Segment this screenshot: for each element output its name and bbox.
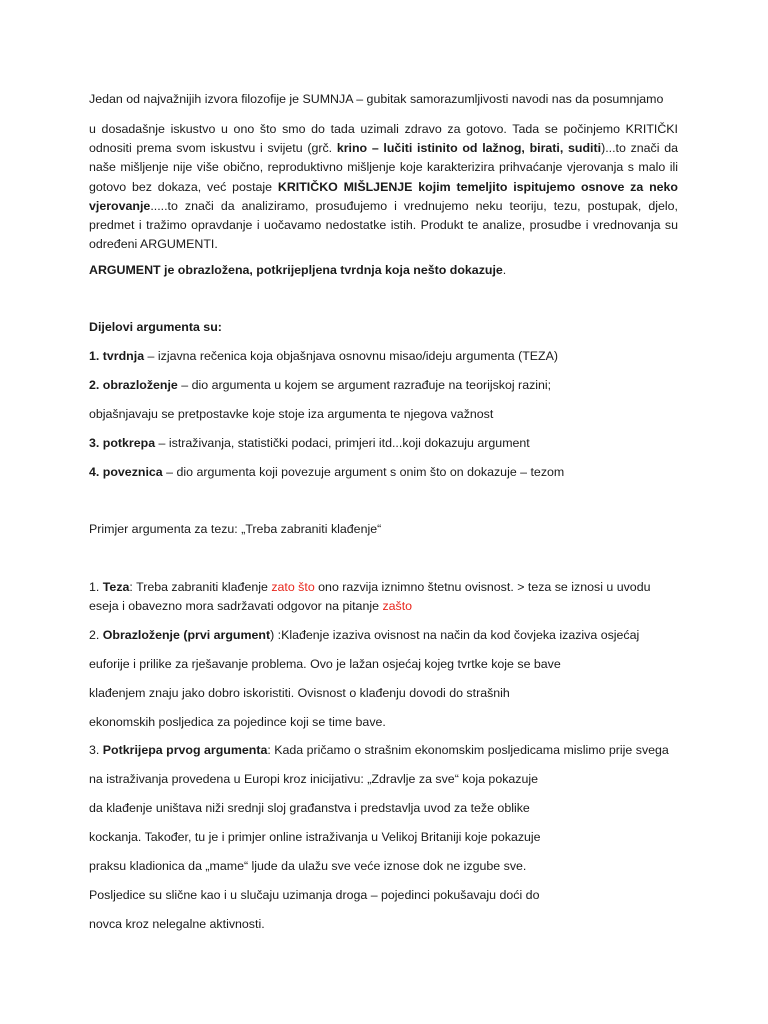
teza-text-1: : Treba zabraniti klađenje [129, 580, 272, 594]
part-item-tvrdnja [89, 348, 558, 364]
part-item-potkrepa [89, 435, 530, 451]
obrazlozenje-line-4: ekonomskih posljedica za pojedince koji se time bave. [89, 715, 386, 729]
teza-red-zato-sto: zato što [271, 580, 315, 594]
teza-line-2 [89, 598, 412, 614]
part-label: 4. poveznica [89, 465, 163, 479]
potkrijepa-line-4: kockanja. Također, tu je i primjer online istraživanja u Velikoj Britaniji koje pokazuje [89, 830, 541, 844]
part-text: objašnjavaju se pretpostavke koje stoje iza argumenta te njegova važnost [89, 407, 494, 421]
potkrijepa-line-1 [89, 742, 669, 758]
obrazlozenje-label: Obrazloženje (prvi argument [102, 628, 271, 642]
teza-num: 1. [89, 580, 103, 594]
teza-label: Teza [102, 580, 130, 594]
potkrijepa-num: 3. [89, 743, 103, 757]
potkrijepa-line-2: na istraživanja provedena u Europi kroz inicijativu: „Zdravlje za sve“ koja pokazuje [89, 772, 539, 786]
part-text: – izjavna rečenica koja objašnjava osnovnu misao/ideju argumenta (TEZA) [144, 349, 559, 363]
obrazlozenje-line-1 [89, 627, 639, 643]
part-item-obrazlozenje-cont [89, 406, 493, 422]
part-label: 1. tvrdnja [89, 349, 145, 363]
teza-red-zasto: zašto [382, 599, 413, 613]
part-item-obrazlozenje [89, 377, 551, 393]
argument-definition [89, 262, 506, 278]
teza-line-1 [89, 579, 650, 595]
potkrijepa-line-3: da klađenje uništava niži srednji sloj građanstva i predstavlja uvod za teže oblike [89, 801, 530, 815]
obrazlozenje-num: 2. [89, 628, 103, 642]
part-label: 3. potkrepa [89, 436, 156, 450]
teza-text-2: ono razvija iznimno štetnu ovisnost. > teza se iznosi u uvodu [314, 580, 651, 594]
para1-text-3: .....to znači da analiziramo, prosuđujemo i vrednujemo neku teoriju, tezu, postupak, djelo, predmet i tražimo opravdanje i uočavamo nedostatke istih. Produkt te analize, prosudbe i vrednovanja su određeni ARGUMENTI. [89, 198, 678, 252]
critical-thinking-paragraph [89, 120, 678, 254]
para1-bold-kriticko: KRITIČKO MIŠLJENJE kojim temeljito ispitujemo osnove za neko vjerovanje [89, 179, 678, 213]
part-text: – dio argumenta u kojem se argument razrađuje na teorijskoj razini; [177, 378, 552, 392]
potkrijepa-text-1: : Kada pričamo o strašnim ekonomskim posljedicama mislimo prije svega [267, 743, 669, 757]
definition-bold: ARGUMENT je obrazložena, potkrijepljena tvrdnja koja nešto dokazuje [89, 263, 503, 277]
parts-heading [89, 319, 222, 335]
para1-bold-krino: krino – lučiti istinito od lažnog, birati, suditi [336, 141, 602, 156]
part-label: 2. obrazloženje [89, 378, 178, 392]
potkrijepa-line-7: novca kroz nelegalne aktivnosti. [89, 917, 265, 931]
potkrijepa-line-6: Posljedice su slične kao i u slučaju uzimanja droga – pojedinci pokušavaju doći do [89, 888, 540, 902]
teza-line2-text: eseja i obavezno mora sadržavati odgovor na pitanje [89, 599, 383, 613]
obrazlozenje-line-3: klađenjem znaju jako dobro iskoristiti. Ovisnost o klađenju dovodi do strašnih [89, 686, 510, 700]
example-heading: Primjer argumenta za tezu: „Treba zabraniti klađenje“ [89, 522, 382, 536]
intro-line: Jedan od najvažnijih izvora filozofije je SUMNJA – gubitak samorazumljivosti navodi nas da posumnjamo [89, 92, 664, 106]
obrazlozenje-line-2: euforije i prilike za rješavanje problema. Ovo je lažan osjećaj kojeg tvrtke koje se bave [89, 657, 561, 671]
potkrijepa-line-5: praksu kladionica da „mame“ ljude da ulažu sve veće iznose dok ne izgube sve. [89, 859, 527, 873]
part-text: – istraživanja, statistički podaci, primjeri itd...koji dokazuju argument [155, 436, 530, 450]
obrazlozenje-text-1: ) :Klađenje izaziva ovisnost na način da kod čovjeka izaziva osjećaj [270, 628, 640, 642]
parts-heading-text: Dijelovi argumenta su: [89, 320, 222, 334]
potkrijepa-label: Potkrijepa prvog argumenta [102, 743, 268, 757]
para1-text-1: u dosadašnje iskustvo u ono što smo do tada uzimali zdravo za gotovo. Tada se počinjemo KRITIČKI odnositi prema svom iskustvu i svijetu (grč. [89, 122, 678, 156]
part-text: – dio argumenta koji povezuje argument s onim što on dokazuje – tezom [162, 465, 565, 479]
definition-end: . [502, 263, 507, 277]
part-item-poveznica [89, 464, 564, 480]
para1-text-2: )...to znači da naše mišljenje nije više obično, reproduktivno mišljenje koje karakterizira prihvaćanje vjerovanja s malo ili gotovo bez dokaza, već postaje [89, 141, 678, 194]
